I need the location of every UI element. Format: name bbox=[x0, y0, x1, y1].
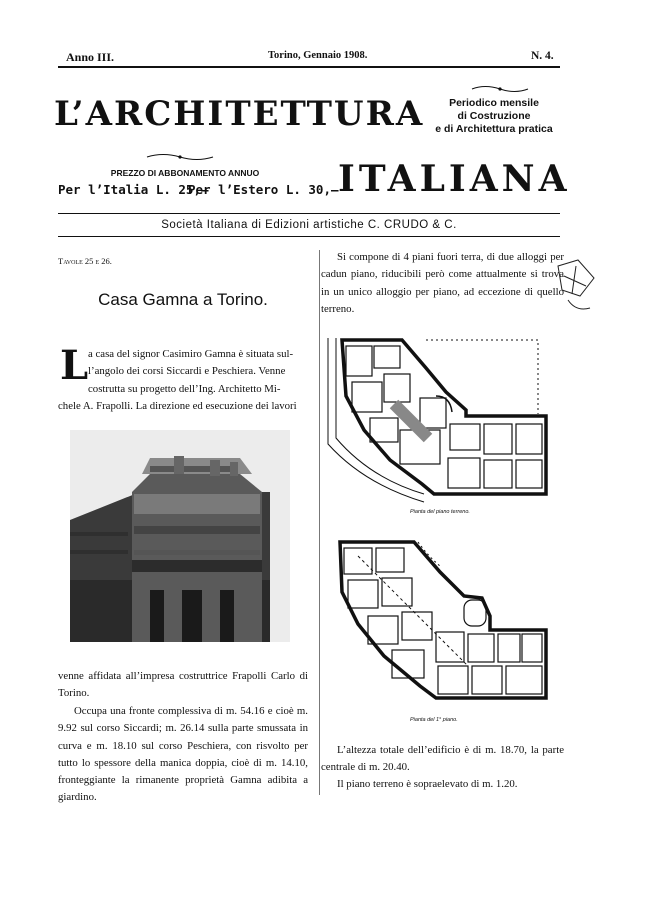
periodico-block bbox=[428, 97, 560, 136]
paragraph-2: Occupa una fronte complessiva di m. 54.16 e cioè m. 9.92 sul corso Siccardi; m. 26.14 sulla parte smussata in curva e m. 18.10 sul corso Peschiera, con risvolto per tutto lo spessore della manica doppia, cioè di m. 14.10, fronteggiante la rimanente proprietà Gamna adibita a giardino. bbox=[58, 705, 308, 804]
right-paragraph-2: L’altezza totale dell’edificio è di m. 18.70, la parte centrale di m. 20.40. bbox=[321, 744, 564, 774]
paragraph-1-indent bbox=[88, 346, 308, 398]
masthead-rule-bottom bbox=[58, 236, 560, 237]
issue-number: N. 4. bbox=[531, 50, 554, 62]
price-abroad: Per l’Estero L. 30,– bbox=[188, 182, 339, 197]
para1-line: a casa del signor Casimiro Gamna è situata sul- bbox=[88, 348, 294, 360]
ground-floor-plan bbox=[324, 334, 552, 508]
para1-line: costrutta su progetto dell’Ing. Architetto Mi- bbox=[88, 382, 281, 395]
caption-first-floor: Pianta del 1° piano. bbox=[410, 717, 458, 723]
plates-reference: Tavole 25 e 26. bbox=[58, 256, 112, 266]
periodico-line-1: Periodico mensile bbox=[449, 97, 539, 109]
paragraph-1-continued: venne affidata all’impresa costruttrice Frapolli Carlo di Torino. bbox=[58, 670, 308, 700]
first-floor-plan bbox=[328, 536, 552, 710]
drop-cap: L bbox=[60, 342, 89, 389]
masthead-title-line2: ITALIANA bbox=[338, 158, 571, 200]
tower bbox=[132, 456, 262, 642]
article-title: Casa Gamna a Torino. bbox=[98, 290, 268, 309]
place-date: Torino, Gennaio 1908. bbox=[268, 50, 368, 61]
ornament-top-right bbox=[470, 84, 530, 94]
caption-ground-floor: Pianta del piano terreno. bbox=[410, 509, 470, 515]
periodico-line-2: di Costruzione bbox=[457, 110, 531, 122]
right-paragraph-1: Si compone di 4 piani fuori terra, di due alloggi per cadun piano, riducibili però come attualmente si trova in un unico alloggio per piano, ad eccezione di quello terreno. bbox=[321, 251, 564, 315]
ornament-price bbox=[145, 152, 215, 162]
issue-year: Anno III. bbox=[66, 50, 115, 64]
column-divider bbox=[319, 250, 320, 795]
building-photograph bbox=[70, 430, 290, 642]
masthead-title-line1: L’ARCHITETTURA bbox=[54, 94, 425, 134]
right-paragraph-3: Il piano terreno è sopraelevato di m. 1.20. bbox=[337, 778, 518, 790]
para1-line-4: chele A. Frapolli. La direzione ed esecuzione dei lavori bbox=[58, 400, 297, 412]
subscription-label: PREZZO DI ABBONAMENTO ANNUO bbox=[110, 168, 260, 178]
header-rule bbox=[58, 66, 560, 68]
price-italy: Per l’Italia L. 25,– bbox=[58, 182, 209, 197]
para1-line: l’angolo dei corsi Siccardi e Peschiera. Venne bbox=[88, 365, 286, 378]
margin-stamp bbox=[550, 256, 600, 320]
masthead-rule-top bbox=[58, 213, 560, 214]
publisher: Società Italiana di Edizioni artistiche C. CRUDO & C. bbox=[161, 219, 457, 231]
periodico-line-3: e di Architettura pratica bbox=[435, 123, 553, 135]
